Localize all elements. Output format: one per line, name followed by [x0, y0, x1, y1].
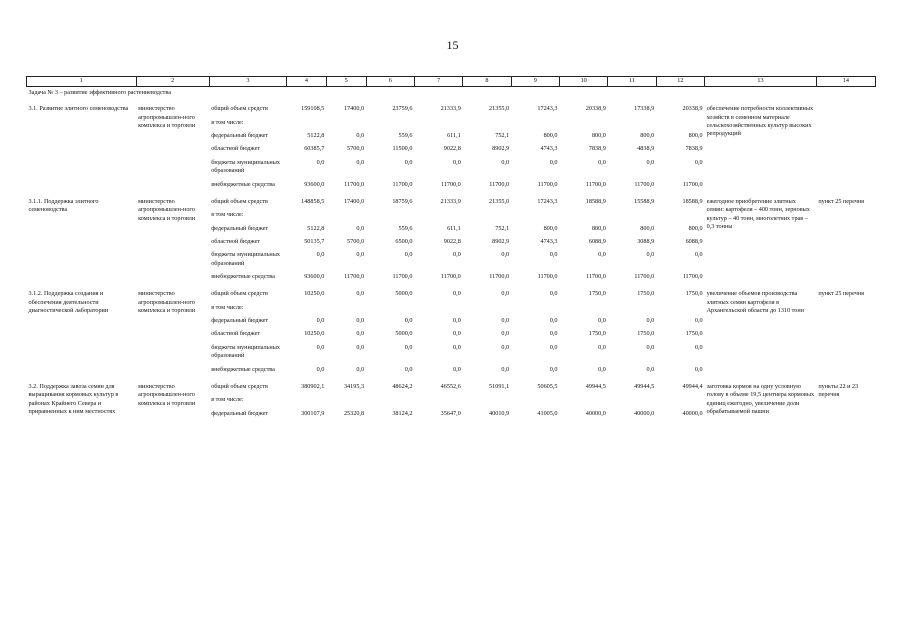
funding-value — [608, 209, 656, 222]
funding-value: 800,0 — [543, 224, 558, 232]
funding-value: 11700,0 — [440, 273, 461, 281]
funding-value: 0,0 — [356, 317, 365, 325]
column-number: 9 — [511, 77, 559, 87]
funding-value — [608, 302, 656, 315]
funding-value — [463, 117, 511, 130]
executor: министерство агропромышлен-ного комплекса и торговли — [138, 290, 196, 315]
funding-value: 0,0 — [549, 343, 558, 351]
column-number: 13 — [705, 77, 817, 87]
funding-value: 93600,0 — [304, 180, 325, 188]
funding-value: 0,0 — [694, 158, 703, 166]
funding-value: 800,0 — [640, 132, 655, 140]
reference: пункт 25 перечня — [818, 197, 864, 205]
funding-value — [287, 209, 327, 222]
funding-value: 20338,9 — [682, 105, 703, 113]
funding-value: 11700,0 — [489, 180, 510, 188]
funding-value — [463, 209, 511, 222]
funding-source: бюджеты муниципальных образований — [211, 343, 280, 360]
funding-value: 0,0 — [404, 365, 413, 373]
executor: министерство агропромышлен-ного комплекса и торговли — [138, 197, 196, 222]
funding-value: 0,0 — [694, 251, 703, 259]
funding-value: 18759,6 — [392, 197, 413, 205]
funding-value — [414, 302, 462, 315]
funding-value: 0,0 — [501, 251, 510, 259]
funding-value — [326, 394, 366, 407]
funding-value: 38124,2 — [392, 409, 413, 417]
funding-value: 11700,0 — [537, 180, 558, 188]
table-body — [27, 77, 876, 421]
funding-value: 8902,9 — [492, 145, 510, 153]
funding-value: 5700,0 — [347, 145, 365, 153]
column-number: 6 — [366, 77, 414, 87]
funding-value — [326, 302, 366, 315]
funding-source: общий объем средств — [211, 197, 268, 205]
funding-value: 10250,0 — [304, 330, 325, 338]
expected-result: заготовка кормов на одну условную голову в объеме 19,5 центнера кормовых единиц ежегодно, увеличение доли обрабатываемой пашни — [706, 382, 815, 415]
funding-value: 7838,9 — [588, 145, 606, 153]
funding-row — [27, 381, 876, 394]
funding-value: 10250,0 — [304, 290, 325, 298]
measure-name: 3.1.2. Поддержка создания и обеспечения деятельности диагностической лаборатории — [28, 290, 109, 315]
funding-value: 0,0 — [501, 365, 510, 373]
funding-value: 9022,8 — [443, 145, 461, 153]
funding-value: 6088,9 — [588, 237, 606, 245]
funding-source: в том числе: — [211, 396, 244, 404]
funding-source: областной бюджет — [211, 145, 261, 153]
funding-value: 1750,0 — [637, 330, 655, 338]
executor: министерство агропромышлен-ного комплекса и торговли — [138, 382, 196, 407]
funding-value — [656, 394, 704, 407]
funding-value — [656, 209, 704, 222]
funding-value: 21355,0 — [489, 105, 510, 113]
funding-value — [511, 302, 559, 315]
funding-source: областной бюджет — [211, 330, 261, 338]
funding-value: 0,0 — [549, 290, 558, 298]
funding-value: 0,0 — [356, 224, 365, 232]
funding-row — [27, 196, 876, 209]
funding-value: 11700,0 — [585, 180, 606, 188]
funding-value: 0,0 — [316, 251, 325, 259]
column-number: 8 — [463, 77, 511, 87]
funding-value: 380902,1 — [301, 382, 325, 390]
funding-value: 34195,3 — [343, 382, 365, 390]
funding-value — [560, 302, 608, 315]
funding-value — [463, 394, 511, 407]
funding-value: 0,0 — [549, 317, 558, 325]
funding-value: 148858,5 — [301, 197, 325, 205]
column-number: 14 — [816, 77, 875, 87]
funding-value: 800,0 — [640, 224, 655, 232]
funding-value: 11700,0 — [585, 273, 606, 281]
funding-value: 6088,9 — [685, 237, 703, 245]
funding-source: внебюджетные средства — [211, 180, 275, 188]
column-number: 2 — [136, 77, 209, 87]
funding-value: 800,0 — [688, 224, 703, 232]
funding-value: 0,0 — [404, 158, 413, 166]
funding-value: 4838,9 — [637, 145, 655, 153]
funding-value: 17243,3 — [537, 105, 558, 113]
column-number: 7 — [414, 77, 462, 87]
funding-value — [287, 302, 327, 315]
funding-value: 0,0 — [356, 343, 365, 351]
funding-value: 11700,0 — [634, 180, 655, 188]
funding-value — [511, 117, 559, 130]
funding-value: 35647,0 — [440, 409, 461, 417]
expected-result: ежегодное приобретение элитных семян: картофеля – 400 тонн, зерновых культур – 40 тонн, многолетних трав – 0,3 тонны — [706, 197, 810, 230]
funding-value: 0,0 — [356, 290, 365, 298]
funding-row — [27, 103, 876, 116]
funding-value: 11700,0 — [537, 273, 558, 281]
funding-value — [366, 394, 414, 407]
funding-value — [414, 209, 462, 222]
funding-value: 0,0 — [549, 251, 558, 259]
reference: пункт 25 перечня — [818, 290, 864, 298]
funding-value: 0,0 — [453, 317, 461, 325]
funding-value: 15588,9 — [634, 197, 655, 205]
funding-source: федеральный бюджет — [211, 317, 269, 325]
funding-value: 17400,0 — [343, 105, 365, 113]
funding-value: 559,6 — [398, 132, 413, 140]
funding-value: 0,0 — [356, 365, 365, 373]
funding-value: 60385,7 — [304, 145, 325, 153]
funding-value: 11700,0 — [344, 180, 365, 188]
funding-value: 5122,8 — [307, 132, 325, 140]
column-number: 12 — [656, 77, 704, 87]
funding-value: 0,0 — [598, 251, 606, 259]
funding-value — [656, 302, 704, 315]
funding-value: 0,0 — [316, 158, 325, 166]
funding-source: в том числе: — [211, 211, 244, 219]
funding-value: 800,0 — [591, 224, 606, 232]
funding-value: 5700,0 — [347, 237, 365, 245]
measure-name: 3.1. Развитие элитного семеноводства — [28, 105, 129, 113]
funding-value — [656, 117, 704, 130]
funding-value: 6500,0 — [395, 237, 413, 245]
funding-value: 20338,9 — [585, 105, 606, 113]
funding-value: 1750,0 — [637, 290, 655, 298]
funding-value: 0,0 — [453, 343, 461, 351]
funding-value — [511, 209, 559, 222]
funding-value: 559,6 — [398, 224, 413, 232]
funding-value — [326, 117, 366, 130]
funding-source: областной бюджет — [211, 237, 261, 245]
funding-value: 25320,8 — [343, 409, 365, 417]
funding-value: 0,0 — [646, 343, 655, 351]
reference: пункты 22 и 23 перечня — [818, 382, 859, 399]
funding-value: 752,1 — [495, 224, 510, 232]
page-number: 15 — [446, 38, 459, 52]
funding-value: 51091,1 — [489, 382, 510, 390]
funding-value: 0,0 — [646, 317, 655, 325]
funding-value — [608, 394, 656, 407]
funding-value: 0,0 — [316, 365, 325, 373]
funding-value: 0,0 — [646, 158, 655, 166]
funding-value: 11700,0 — [634, 273, 655, 281]
funding-value: 0,0 — [404, 251, 413, 259]
funding-value: 0,0 — [356, 251, 365, 259]
funding-source: внебюджетные средства — [211, 365, 275, 373]
funding-source: федеральный бюджет — [211, 224, 269, 232]
funding-value — [414, 394, 462, 407]
funding-value: 50605,5 — [537, 382, 558, 390]
funding-value — [366, 117, 414, 130]
funding-value — [560, 394, 608, 407]
funding-value: 11700,0 — [392, 180, 413, 188]
expected-result: увеличение объемов производства элитных семян картофеля в Архангельской области до 1310 тонн — [706, 290, 804, 315]
funding-value: 40000,0 — [585, 409, 606, 417]
funding-value: 5122,8 — [307, 224, 325, 232]
funding-value: 0,0 — [501, 290, 510, 298]
funding-source: федеральный бюджет — [211, 132, 269, 140]
funding-source: общий объем средств — [211, 290, 268, 298]
funding-value: 611,1 — [447, 224, 461, 232]
funding-value: 49944,4 — [682, 382, 703, 390]
column-number: 11 — [608, 77, 656, 87]
funding-value: 1750,0 — [588, 330, 606, 338]
funding-value — [463, 302, 511, 315]
funding-value: 0,0 — [404, 343, 413, 351]
funding-value: 4743,3 — [540, 237, 558, 245]
funding-value: 0,0 — [453, 251, 461, 259]
funding-value: 23759,6 — [392, 105, 413, 113]
funding-value: 5000,0 — [395, 290, 413, 298]
column-number: 5 — [326, 77, 366, 87]
funding-value — [560, 117, 608, 130]
funding-value: 11700,0 — [440, 180, 461, 188]
funding-value: 300107,9 — [301, 409, 325, 417]
reference — [816, 103, 875, 192]
funding-value: 48624,2 — [392, 382, 413, 390]
funding-value: 18588,9 — [682, 197, 703, 205]
funding-row — [27, 288, 876, 301]
funding-value: 1750,0 — [685, 330, 703, 338]
funding-value: 0,0 — [501, 343, 510, 351]
funding-value: 40000,0 — [682, 409, 703, 417]
funding-value: 0,0 — [501, 317, 510, 325]
funding-value: 11700,0 — [682, 273, 703, 281]
funding-value: 0,0 — [453, 290, 461, 298]
funding-value — [366, 209, 414, 222]
funding-value: 0,0 — [646, 251, 655, 259]
task-title: Задача № 3 – развитие эффективного растениеводства — [28, 89, 171, 96]
funding-value: 49944,5 — [585, 382, 606, 390]
funding-value: 18588,9 — [585, 197, 606, 205]
funding-value: 752,1 — [495, 132, 510, 140]
funding-value: 93600,0 — [304, 273, 325, 281]
funding-value: 0,0 — [598, 343, 606, 351]
funding-value: 0,0 — [356, 158, 365, 166]
funding-value: 1750,0 — [685, 290, 703, 298]
funding-value: 11700,0 — [344, 273, 365, 281]
funding-value: 0,0 — [356, 132, 365, 140]
funding-value: 41005,0 — [537, 409, 558, 417]
funding-value: 8902,9 — [492, 237, 510, 245]
column-number-row — [27, 77, 876, 87]
funding-value: 0,0 — [404, 317, 413, 325]
program-table — [26, 76, 876, 421]
funding-value — [287, 117, 327, 130]
column-number: 1 — [27, 77, 137, 87]
funding-value: 0,0 — [598, 365, 606, 373]
funding-value: 4743,3 — [540, 145, 558, 153]
funding-value: 0,0 — [549, 365, 558, 373]
funding-source: бюджеты муниципальных образований — [211, 158, 280, 175]
funding-value: 800,0 — [591, 132, 606, 140]
funding-value: 0,0 — [598, 158, 606, 166]
funding-value — [511, 394, 559, 407]
funding-source: в том числе: — [211, 118, 244, 126]
funding-source: в том числе: — [211, 303, 244, 311]
funding-value: 800,0 — [688, 132, 703, 140]
funding-value: 0,0 — [501, 330, 510, 338]
funding-value: 1750,0 — [588, 290, 606, 298]
measure-name: 3.2. Поддержка завоза семян для выращивания кормовых культур в районах Крайнего Севера и приравненных к ним местностях — [28, 382, 119, 415]
funding-value — [608, 117, 656, 130]
funding-value: 0,0 — [694, 317, 703, 325]
funding-value: 0,0 — [694, 365, 703, 373]
funding-value: 40010,9 — [489, 409, 510, 417]
funding-value: 21333,9 — [440, 105, 461, 113]
funding-source: общий объем средств — [211, 105, 268, 113]
funding-value: 0,0 — [453, 330, 461, 338]
funding-value: 17338,9 — [634, 105, 655, 113]
funding-value: 0,0 — [598, 317, 606, 325]
funding-source: бюджеты муниципальных образований — [211, 251, 280, 267]
funding-value: 3088,9 — [637, 237, 655, 245]
task-row — [27, 87, 876, 104]
funding-value: 50135,7 — [304, 237, 325, 245]
column-number: 10 — [560, 77, 608, 87]
funding-value: 0,0 — [453, 365, 461, 373]
expected-result: обеспечение потребности коллективных хозяйств в семенном материале сельскохозяйственных культур высоких репродукций — [706, 105, 814, 138]
column-number: 3 — [209, 77, 286, 87]
funding-value: 611,1 — [447, 132, 461, 140]
funding-value: 0,0 — [356, 330, 365, 338]
funding-value: 21333,9 — [440, 197, 461, 205]
funding-source: внебюджетные средства — [211, 273, 275, 281]
funding-value: 0,0 — [316, 343, 325, 351]
funding-value: 11500,0 — [392, 145, 413, 153]
funding-value: 49944,5 — [634, 382, 655, 390]
funding-value: 17243,3 — [537, 197, 558, 205]
funding-value: 0,0 — [549, 158, 558, 166]
funding-value — [560, 209, 608, 222]
funding-value: 7838,9 — [685, 145, 703, 153]
funding-value: 11700,0 — [682, 180, 703, 188]
funding-value: 0,0 — [501, 158, 510, 166]
funding-value: 0,0 — [316, 317, 325, 325]
funding-value: 800,0 — [543, 132, 558, 140]
funding-value — [287, 394, 327, 407]
funding-value: 21355,0 — [489, 197, 510, 205]
funding-value: 11700,0 — [489, 273, 510, 281]
funding-value: 0,0 — [694, 343, 703, 351]
funding-value — [326, 209, 366, 222]
funding-value: 5000,0 — [395, 330, 413, 338]
executor: министерство агропромышлен-ного комплекса и торговли — [138, 105, 196, 130]
funding-value: 0,0 — [549, 330, 558, 338]
funding-value: 159108,5 — [301, 105, 325, 113]
funding-source: общий объем средств — [211, 382, 268, 390]
column-number: 4 — [287, 77, 327, 87]
funding-value: 0,0 — [453, 158, 461, 166]
funding-value: 9022,8 — [443, 237, 461, 245]
funding-value: 46552,6 — [440, 382, 461, 390]
funding-value: 11700,0 — [392, 273, 413, 281]
funding-value: 0,0 — [646, 365, 655, 373]
funding-value — [366, 302, 414, 315]
funding-value: 17400,0 — [343, 197, 365, 205]
funding-value: 40000,0 — [634, 409, 655, 417]
funding-value — [414, 117, 462, 130]
measure-name: 3.1.1. Поддержка элитного семеноводства — [28, 197, 99, 214]
funding-source: федеральный бюджет — [211, 409, 269, 417]
